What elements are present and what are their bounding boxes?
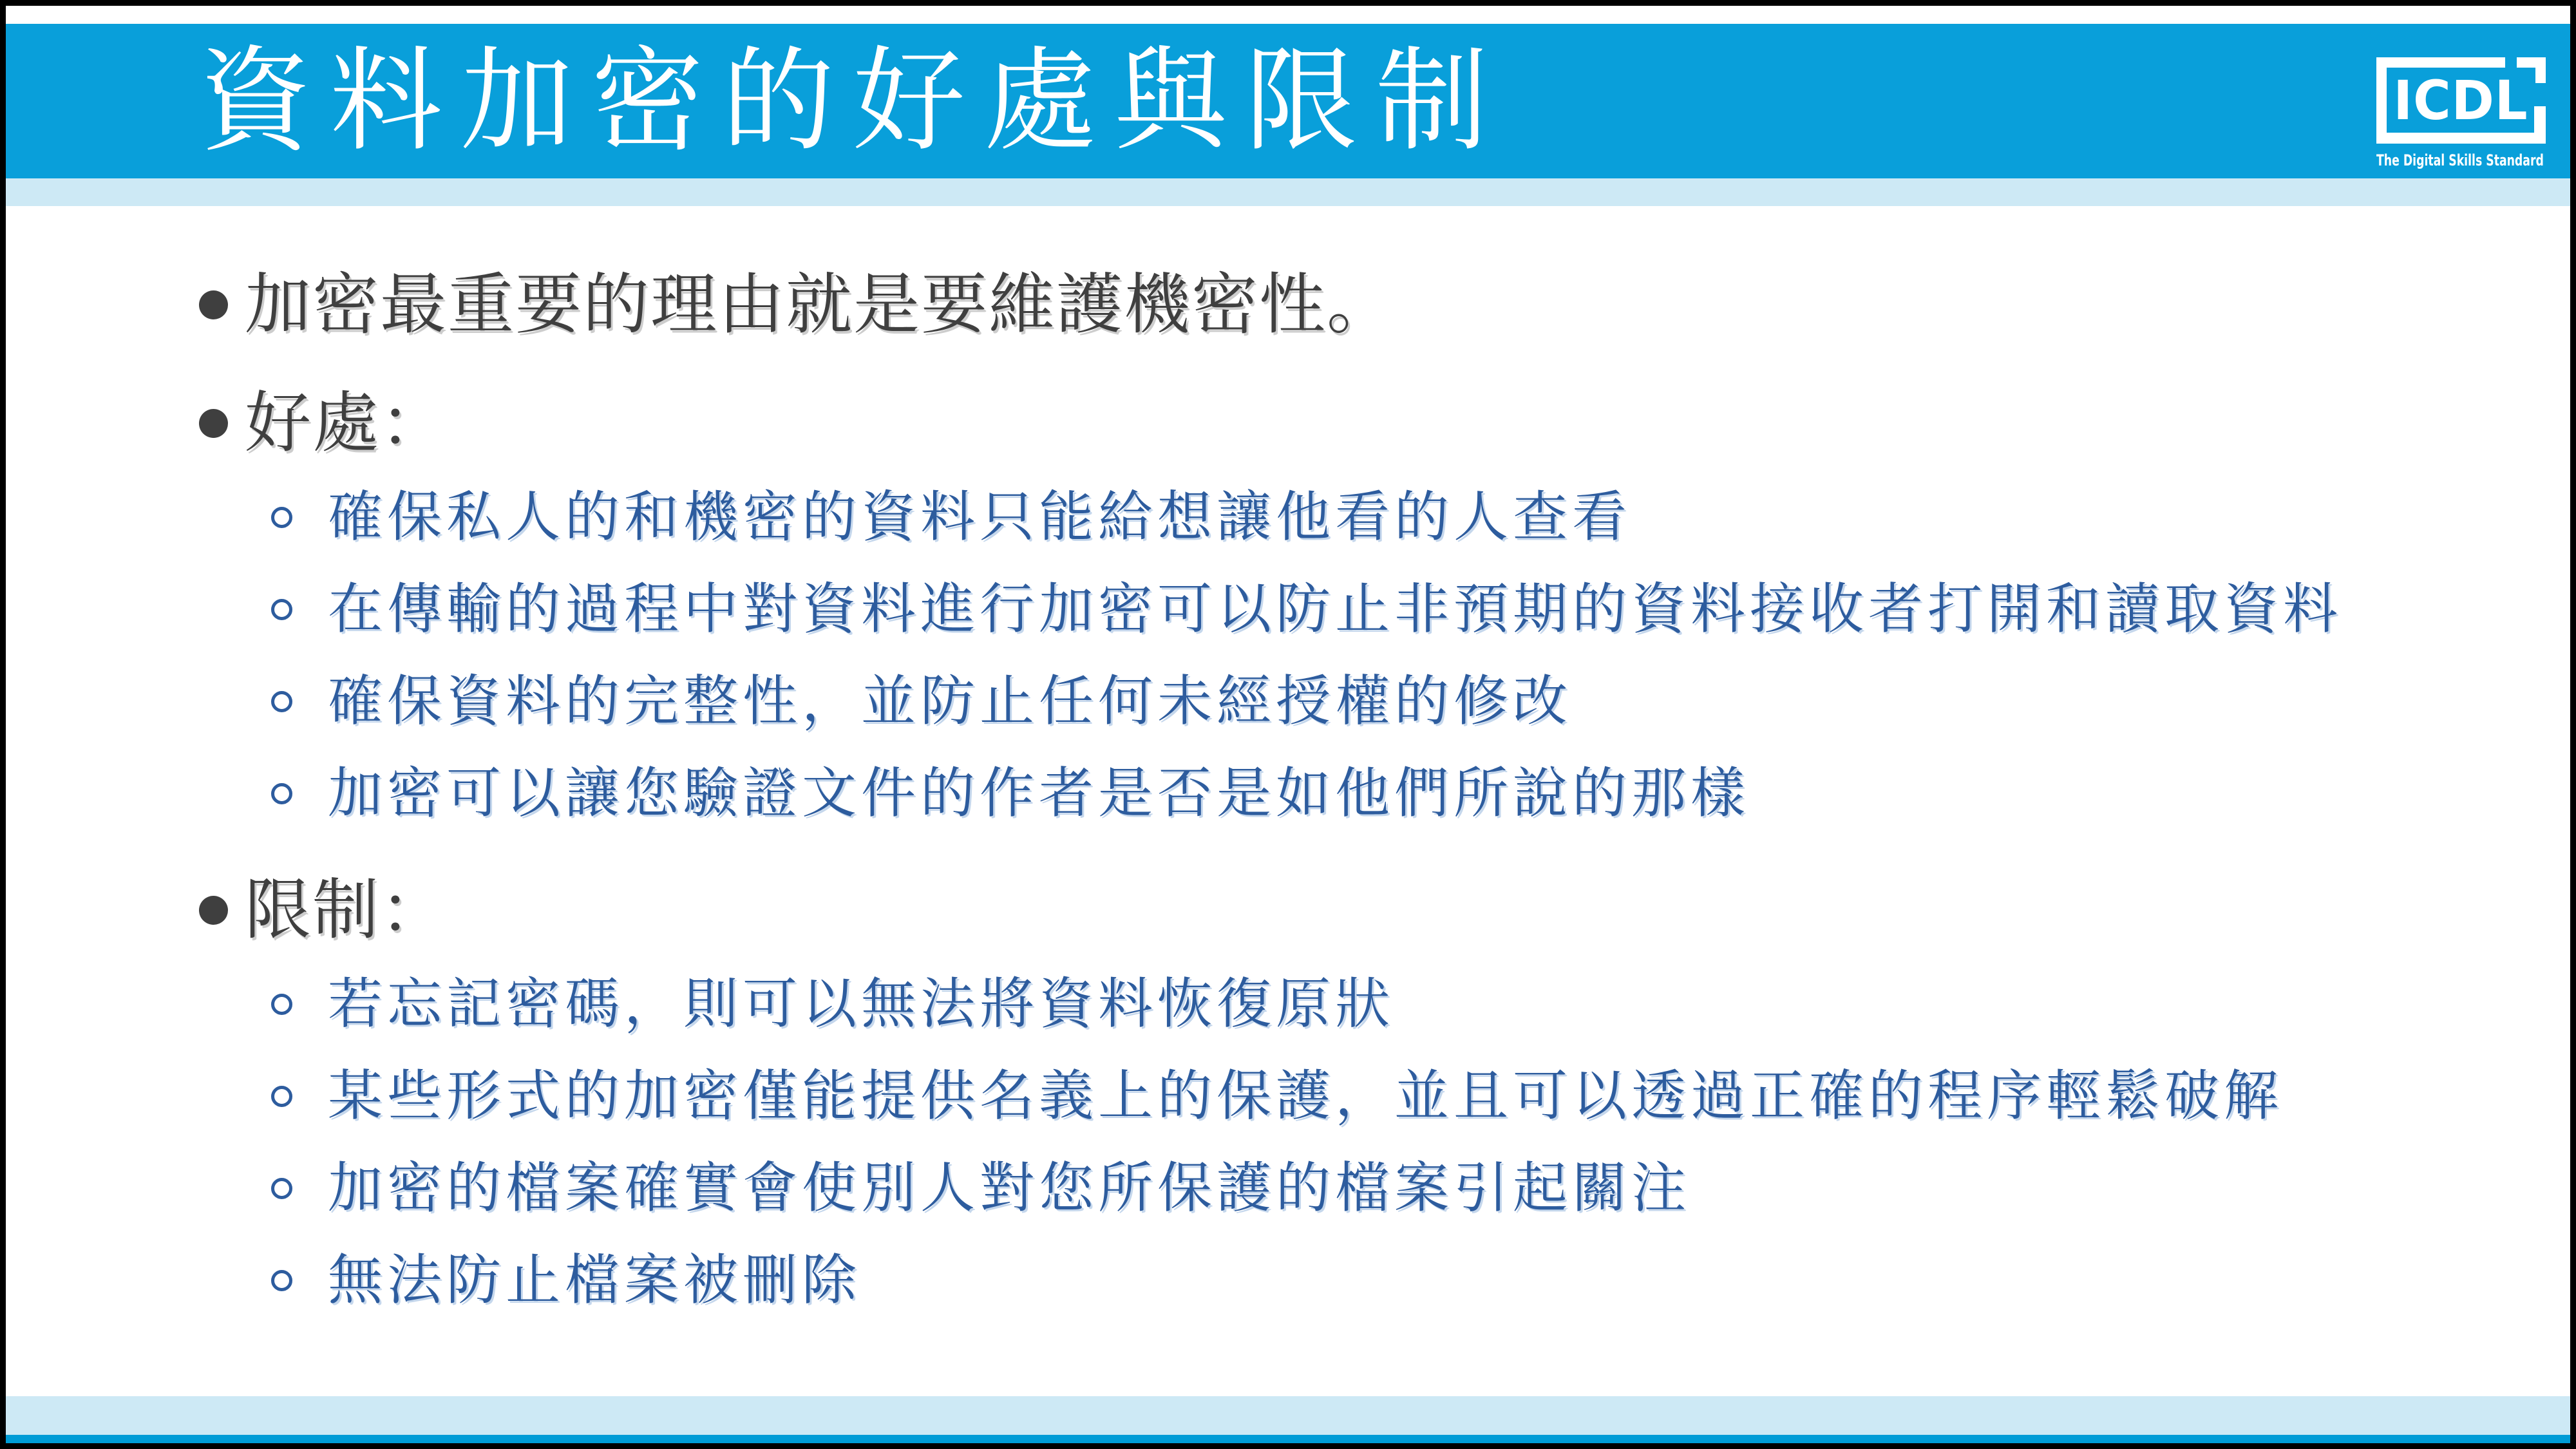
bullet-ring-icon [271,1086,292,1107]
bullet-dot-icon [199,409,228,438]
bullet-ring-icon [271,691,292,712]
bullet-list [6,206,2570,1396]
logo-frame-right [2534,106,2546,144]
list-item [199,375,2544,471]
list-item [199,656,2544,748]
bullet-ring-icon [271,1178,292,1199]
bullet-text: 某些形式的加密僅能提供名義上的保護，並且可以透過正確的程序輕鬆破解 [328,1065,2284,1128]
bullet-ring-icon [271,783,292,804]
bullet-text: 限制： [245,871,448,949]
list-item [199,1142,2544,1235]
list-item [199,256,2544,353]
bullet-dot-icon [199,896,228,925]
list-item [199,1235,2544,1327]
logo-wordmark: ICDL [2393,68,2528,132]
bullet-text: 若忘記密碼，則可以無法將資料恢復原狀 [328,972,1395,1036]
bullet-text: 確保私人的和機密的資料只能給想讓他看的人查看 [328,486,1632,549]
bullet-text: 在傳輸的過程中對資料進行加密可以防止非預期的資料接收者打開和讀取資料 [328,578,2343,641]
footer-accent-strip [6,1396,2570,1435]
footer-bar [6,1435,2570,1443]
list-item [199,862,2544,958]
header-bar [6,24,2570,178]
slide-title: 資料加密的好處與限制 [199,35,1506,167]
bullet-ring-icon [271,507,292,528]
header-accent-strip [6,178,2570,206]
bullet-dot-icon [199,290,228,319]
logo-frame-bottom [2376,133,2546,144]
bullet-ring-icon [271,994,292,1015]
bullet-text: 加密的檔案確實會使別人對您所保護的檔案引起關注 [328,1157,1691,1220]
top-margin-strip [6,6,2570,24]
list-item [199,748,2544,840]
bullet-ring-icon [271,1270,292,1291]
slide [6,6,2570,1443]
bullet-text: 確保資料的完整性，並防止任何未經授權的修改 [328,670,1573,734]
logo-frame-left [2376,57,2387,144]
logo-corner-bracket-icon [2535,57,2546,83]
bullet-text: 加密最重要的理由就是要維護機密性。 [245,265,1394,343]
bullet-text: 加密可以讓您驗證文件的作者是否是如他們所說的那樣 [328,762,1750,826]
bullet-text: 無法防止檔案被刪除 [328,1249,862,1312]
list-item [199,958,2544,1050]
list-item [199,564,2544,656]
logo-frame-top [2376,57,2505,68]
icdl-logo [2376,57,2546,169]
list-item [199,471,2544,564]
list-item [199,1050,2544,1142]
logo-tagline: The Digital Skills Standard [2376,151,2544,169]
bullet-ring-icon [271,599,292,620]
bullet-text: 好處： [245,384,448,462]
